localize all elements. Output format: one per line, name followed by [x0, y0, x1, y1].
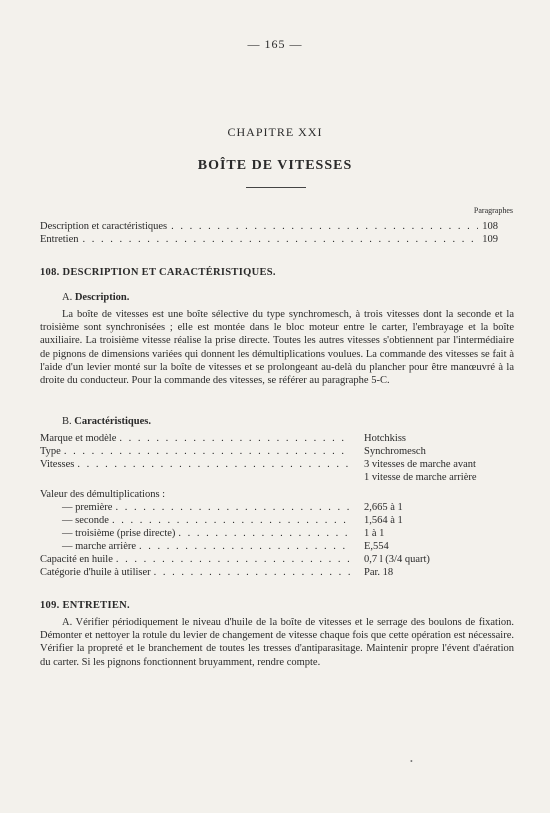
chapter-title: BOÎTE DE VITESSES — [197, 158, 353, 173]
spec-value-type: Synchromesch — [364, 446, 426, 457]
spec-label: Type — [40, 446, 61, 457]
toc-item-num: 108 — [482, 221, 498, 232]
section-108-heading: 108. DESCRIPTION ET CARACTÉRISTIQUES. — [40, 267, 276, 278]
spec-value-premiere: 2,665 à 1 — [364, 502, 403, 513]
spec-row-categorie — [40, 567, 350, 578]
toc-leader — [171, 221, 478, 232]
spec-label: — troisième (prise directe) — [62, 528, 176, 539]
spec-row-seconde — [62, 515, 350, 526]
subsection-a-title: Description. — [74, 292, 130, 303]
toc-header: Paragraphes — [473, 206, 513, 215]
spec-row-troisieme — [62, 528, 350, 539]
spec-row-marque — [40, 433, 350, 444]
spec-label: — seconde — [62, 515, 109, 526]
toc-item-label: Description et caractéristiques — [40, 221, 168, 232]
subsection-b-title: Caractéristiques. — [74, 416, 151, 427]
toc-item — [40, 234, 498, 245]
chapter-label: CHAPITRE XXI — [227, 125, 323, 139]
toc-item-num: 109 — [482, 234, 498, 245]
subsection-a-heading — [62, 292, 129, 303]
toc-item — [40, 221, 498, 232]
section-109-heading: 109. ENTRETIEN. — [40, 600, 130, 611]
toc-leader — [82, 234, 478, 245]
spec-value-arriere: E,554 — [364, 541, 389, 552]
spec-row-capacite — [40, 554, 350, 565]
spec-row-premiere — [62, 502, 350, 513]
title-rule — [246, 187, 306, 188]
spec-label: Catégorie d'huile à utiliser — [40, 567, 151, 578]
spec-label: Marque et modèle — [40, 433, 117, 444]
spec-row-arriere — [62, 541, 350, 552]
spec-value-capacite: 0,7 l (3/4 quart) — [364, 554, 430, 565]
spec-value-vitesses-2: 1 vitesse de marche arrière — [364, 472, 477, 483]
spec-row-type — [40, 446, 350, 457]
spec-label: — première — [62, 502, 113, 513]
spec-label: Vitesses — [40, 459, 75, 470]
print-speck: • — [410, 757, 413, 766]
subsection-b-letter: B. — [62, 416, 72, 427]
subsection-a-letter: A. — [62, 292, 73, 303]
spec-value-seconde: 1,564 à 1 — [364, 515, 403, 526]
maintenance-paragraph: A. Vérifier périodiquement le niveau d'huile de la boîte de vitesses et le serrage des boulons de fixation. Démonter et nettoyer la rotule du levier de changement de vitesse chaque fois que cette opération est nécessaire. Vérifier la propreté et le branchement de toutes les tresses d'antiparasitage. Maintenir propre l'évent d'aération du carter. Si les pignons fonctionnent bruyamment, rendre compte. — [40, 617, 514, 668]
spec-value-troisieme: 1 à 1 — [364, 528, 385, 539]
spec-row-vitesses — [40, 459, 350, 470]
spec-row-demult — [40, 489, 350, 500]
toc-item-label: Entretien — [40, 234, 79, 245]
spec-label: Capacité en huile — [40, 554, 113, 565]
subsection-b-heading — [62, 416, 151, 427]
spec-value-categorie: Par. 18 — [364, 567, 394, 578]
spec-label: Valeur des démultiplications : — [40, 489, 166, 500]
description-paragraph: La boîte de vitesses est une boîte sélective du type synchromesch, à trois vitesses dont la seconde et la troisième sont synchronisées ; elle est montée dans le bloc moteur entre le carter, l'embrayage et la boîte auxiliaire. La troisième vitesse réalise la prise directe. Toutes les autres vitesses s'obtiennent par l'intermédiaire de pignons de dimensions variées qui donnent les démultiplications voulues. La commande des vitesses se fait à l'aide d'un levier monté sur la boîte de vitesses et se prolongeant au-delà du plancher pour être manœuvré à la droite du conducteur. Pour la commande des vitesses, se référer au paragraphe 5-C. — [40, 309, 514, 387]
spec-value-vitesses-1: 3 vitesses de marche avant — [364, 459, 476, 470]
spec-value-marque: Hotchkiss — [364, 433, 406, 444]
page-number: — 165 — — [247, 37, 303, 51]
spec-label: — marche arrière — [62, 541, 137, 552]
